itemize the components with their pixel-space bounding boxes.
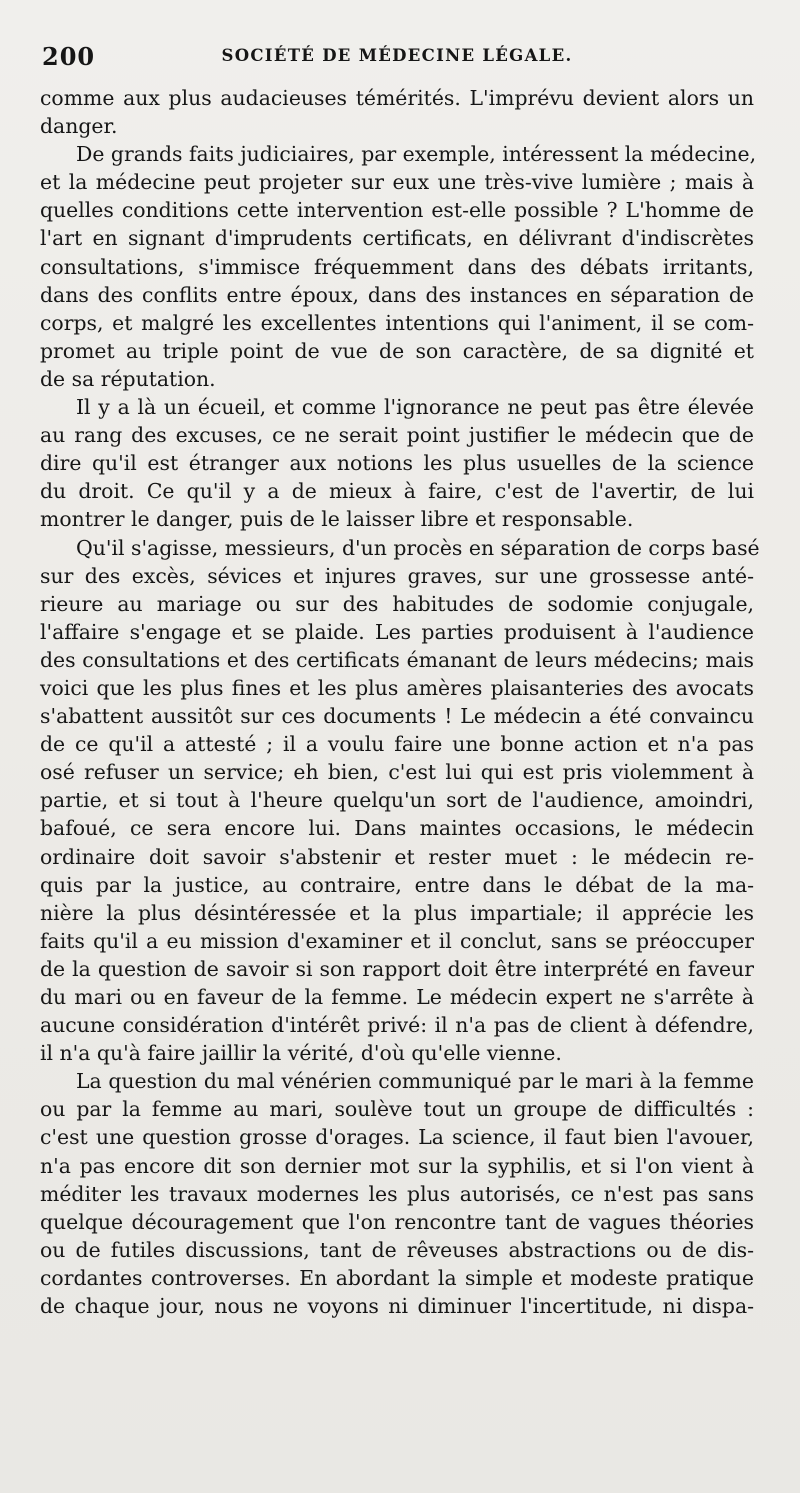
text-line: du mari ou en faveur de la femme. Le médecin expert ne s'arrête à — [40, 985, 754, 1009]
text-line: nière la plus désintéressée et la plus impartiale; il apprécie les — [40, 900, 754, 925]
running-title: SOCIÉTÉ DE MÉDECINE LÉGALE. — [221, 46, 573, 65]
text-line: cordantes controverses. En abordant la simple et modeste pratique — [40, 1265, 754, 1290]
text-line: de chaque jour, nous ne voyons ni diminuer l'incertitude, ni dispa- — [40, 1294, 754, 1319]
text-line: dire qu'il est étranger aux notions les plus usuelles de la science — [40, 451, 754, 476]
text-line: ou par la femme au mari, soulève tout un groupe de difficultés : — [40, 1097, 754, 1122]
text-line: montrer le danger, puis de le laisser libre et responsable. — [40, 507, 634, 532]
paragraph — [40, 1067, 754, 1320]
text-line: de la question de savoir si son rapport doit être interprété en faveur — [40, 956, 754, 981]
paragraph — [40, 534, 760, 1068]
text-line: corps, et malgré les excellentes intentions qui l'animent, il se com- — [40, 310, 754, 335]
text-line: De grands faits judiciaires, par exemple, intéressent la médecine, — [76, 142, 757, 167]
text-line: bafoué, ce sera encore lui. Dans maintes occasions, le médecin — [40, 816, 754, 841]
text-line: n'a pas encore dit son dernier mot sur la syphilis, et si l'on vient à — [40, 1153, 754, 1178]
text-line: de ce qu'il a attesté ; il a voulu faire une bonne action et n'a pas — [40, 732, 754, 757]
text-line: dans des conflits entre époux, dans des instances en séparation de — [40, 282, 754, 307]
text-line: du droit. Ce qu'il y a de mieux à faire, c'est de l'avertir, de lui — [40, 479, 754, 504]
text-line: au rang des excuses, ce ne serait point justifier le médecin que de — [40, 423, 754, 448]
text-line: c'est une question grosse d'orages. La science, il faut bien l'avouer, — [40, 1125, 754, 1150]
text-line: méditer les travaux modernes les plus autorisés, ce n'est pas sans — [40, 1181, 754, 1206]
text-line: l'affaire s'engage et se plaide. Les parties produisent à l'audience — [40, 619, 754, 644]
text-line: s'abattent aussitôt sur ces documents ! Le médecin a été convaincu — [40, 704, 754, 729]
text-line: comme aux plus audacieuses témérités. L'imprévu devient alors un — [40, 86, 754, 110]
paragraph — [40, 84, 754, 140]
text-line: quis par la justice, au contraire, entre dans le débat de la ma- — [40, 872, 754, 897]
text-line: et la médecine peut projeter sur eux une très-vive lumière ; mais à — [40, 170, 754, 195]
text-line: faits qu'il a eu mission d'examiner et il conclut, sans se préoccuper — [40, 928, 754, 953]
text-line: promet au triple point de vue de son caractère, de sa dignité et — [40, 338, 754, 363]
text-line: voici que les plus fines et les plus amères plaisanteries des avocats — [40, 675, 754, 700]
text-line: l'art en signant d'imprudents certificats, en délivrant d'indiscrètes — [40, 226, 754, 251]
page-number: 200 — [42, 42, 96, 71]
paragraph — [40, 140, 757, 393]
text-line: de sa réputation. — [40, 366, 216, 391]
text-line: partie, et si tout à l'heure quelqu'un sort de l'audience, amoindri, — [40, 788, 754, 813]
text-line: Qu'il s'agisse, messieurs, d'un procès en séparation de corps basé — [76, 535, 760, 560]
text-line: aucune considération d'intérêt privé: il n'a pas de client à défendre, — [40, 1013, 754, 1038]
text-line: ou de futiles discussions, tant de rêveuses abstractions ou de dis- — [40, 1237, 754, 1262]
text-line: danger. — [40, 114, 118, 139]
body-text — [40, 84, 760, 1320]
text-line: des consultations et des certificats émanant de leurs médecins; mais — [40, 647, 754, 672]
text-line: La question du mal vénérien communiqué par le mari à la femme — [76, 1069, 754, 1094]
text-line: rieure au mariage ou sur des habitudes de sodomie conjugale, — [40, 591, 754, 616]
text-line: consultations, s'immisce fréquemment dans des débats irritants, — [40, 254, 754, 279]
text-line: quelles conditions cette intervention est-elle possible ? L'homme de — [40, 198, 754, 223]
text-line: osé refuser un service; eh bien, c'est lui qui est pris violemment à — [40, 760, 754, 785]
text-line: quelque découragement que l'on rencontre tant de vagues théories — [40, 1209, 754, 1234]
text-line: sur des excès, sévices et injures graves, sur une grossesse anté- — [40, 563, 754, 588]
paragraph — [40, 393, 754, 533]
running-header — [40, 42, 754, 78]
text-line: Il y a là un écueil, et comme l'ignorance ne peut pas être élevée — [76, 395, 754, 420]
text-line: il n'a qu'à faire jaillir la vérité, d'où qu'elle vienne. — [40, 1041, 562, 1066]
text-line: ordinaire doit savoir s'abstenir et rester muet : le médecin re- — [40, 844, 754, 869]
